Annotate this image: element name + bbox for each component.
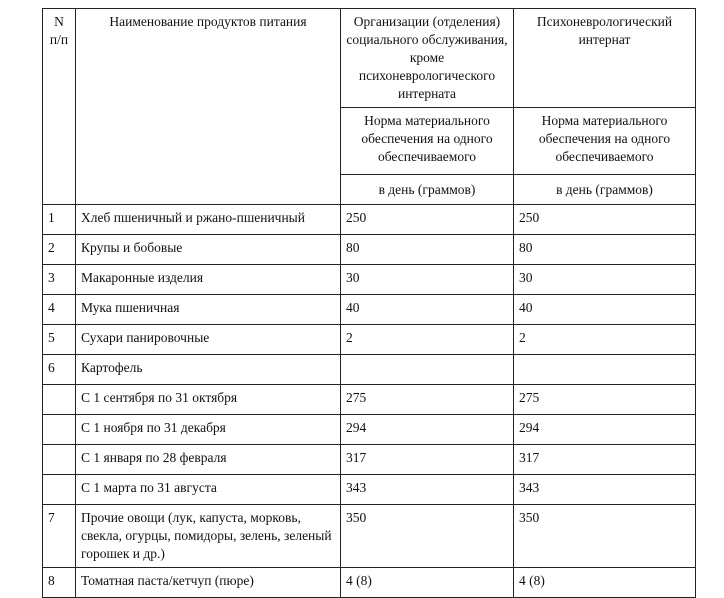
norm-organizations: 80 bbox=[341, 235, 514, 265]
table-row bbox=[43, 355, 696, 385]
product-name: Макаронные изделия bbox=[76, 265, 341, 295]
product-name: Мука пшеничная bbox=[76, 295, 341, 325]
header-col-internat: Психоневрологический интернат bbox=[514, 9, 696, 108]
header-unit: в день (граммов) bbox=[341, 175, 514, 205]
product-name: Сухари панировочные bbox=[76, 325, 341, 355]
norm-internat: 294 bbox=[514, 415, 696, 445]
row-number: 3 bbox=[43, 265, 76, 295]
product-name: Хлеб пшеничный и ржано-пшеничный bbox=[76, 205, 341, 235]
norm-organizations bbox=[341, 355, 514, 385]
norm-internat: 317 bbox=[514, 445, 696, 475]
header-unit: в день (граммов) bbox=[514, 175, 696, 205]
norm-internat: 250 bbox=[514, 205, 696, 235]
norm-internat: 2 bbox=[514, 325, 696, 355]
header-row bbox=[43, 9, 696, 108]
norm-organizations: 4 (8) bbox=[341, 568, 514, 598]
food-norms-table bbox=[42, 8, 696, 598]
row-number: 1 bbox=[43, 205, 76, 235]
table-row bbox=[43, 415, 696, 445]
norm-internat: 4 (8) bbox=[514, 568, 696, 598]
table-row bbox=[43, 325, 696, 355]
product-name: Картофель bbox=[76, 355, 341, 385]
table-row bbox=[43, 445, 696, 475]
row-number: 4 bbox=[43, 295, 76, 325]
product-name: С 1 сентября по 31 октября bbox=[76, 385, 341, 415]
row-number: 8 bbox=[43, 568, 76, 598]
product-name: Крупы и бобовые bbox=[76, 235, 341, 265]
norm-organizations: 317 bbox=[341, 445, 514, 475]
norm-organizations: 350 bbox=[341, 505, 514, 568]
row-number bbox=[43, 475, 76, 505]
row-number bbox=[43, 415, 76, 445]
norm-organizations: 250 bbox=[341, 205, 514, 235]
table-row bbox=[43, 265, 696, 295]
header-norm: Норма материального обеспечения на одного обеспечиваемого bbox=[514, 108, 696, 175]
table-row bbox=[43, 475, 696, 505]
table-row bbox=[43, 385, 696, 415]
norm-organizations: 275 bbox=[341, 385, 514, 415]
row-number: 2 bbox=[43, 235, 76, 265]
norm-organizations: 343 bbox=[341, 475, 514, 505]
header-num: N п/п bbox=[43, 9, 76, 205]
table-row bbox=[43, 205, 696, 235]
row-number bbox=[43, 385, 76, 415]
product-name: С 1 марта по 31 августа bbox=[76, 475, 341, 505]
norm-organizations: 2 bbox=[341, 325, 514, 355]
norm-internat: 80 bbox=[514, 235, 696, 265]
row-number: 5 bbox=[43, 325, 76, 355]
header-col-organizations: Организации (отделения) социального обслуживания, кроме психоневрологического интерната bbox=[341, 9, 514, 108]
row-number: 6 bbox=[43, 355, 76, 385]
table-row bbox=[43, 568, 696, 598]
header-norm: Норма материального обеспечения на одного обеспечиваемого bbox=[341, 108, 514, 175]
table-row bbox=[43, 235, 696, 265]
norm-internat: 30 bbox=[514, 265, 696, 295]
norm-organizations: 294 bbox=[341, 415, 514, 445]
norm-internat: 343 bbox=[514, 475, 696, 505]
table-row bbox=[43, 505, 696, 568]
product-name: Томатная паста/кетчуп (пюре) bbox=[76, 568, 341, 598]
norm-internat: 40 bbox=[514, 295, 696, 325]
product-name: С 1 января по 28 февраля bbox=[76, 445, 341, 475]
row-number: 7 bbox=[43, 505, 76, 568]
norm-organizations: 30 bbox=[341, 265, 514, 295]
norm-organizations: 40 bbox=[341, 295, 514, 325]
header-name: Наименование продуктов питания bbox=[76, 9, 341, 205]
table-row bbox=[43, 295, 696, 325]
norm-internat: 275 bbox=[514, 385, 696, 415]
norm-internat: 350 bbox=[514, 505, 696, 568]
product-name: С 1 ноября по 31 декабря bbox=[76, 415, 341, 445]
product-name: Прочие овощи (лук, капуста, морковь, свекла, огурцы, помидоры, зелень, зеленый горошек и др.) bbox=[76, 505, 341, 568]
row-number bbox=[43, 445, 76, 475]
norm-internat bbox=[514, 355, 696, 385]
